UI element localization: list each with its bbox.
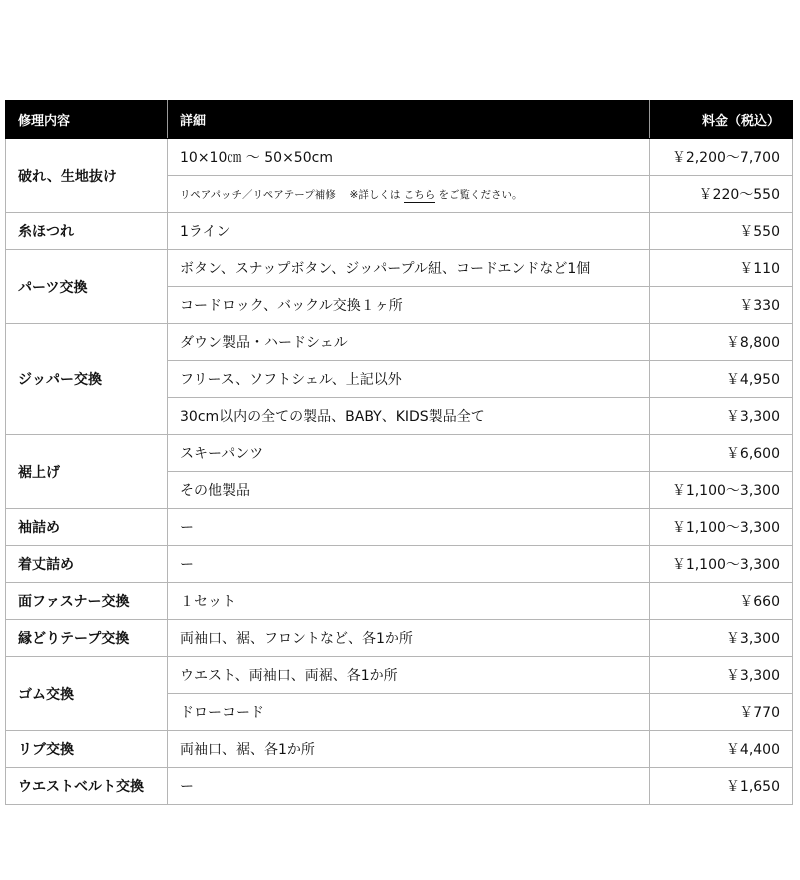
detail-cell: ー bbox=[168, 509, 650, 546]
table-row bbox=[6, 139, 793, 176]
price-cell: ￥550 bbox=[650, 213, 793, 250]
repair-price-table bbox=[5, 100, 793, 805]
category-waistbelt: ウエストベルト交換 bbox=[6, 768, 168, 805]
table-row bbox=[6, 250, 793, 287]
price-cell: ￥3,300 bbox=[650, 398, 793, 435]
price-cell: ￥4,950 bbox=[650, 361, 793, 398]
category-zipper: ジッパー交換 bbox=[6, 324, 168, 435]
category-sleeve: 袖詰め bbox=[6, 509, 168, 546]
price-cell: ￥6,600 bbox=[650, 435, 793, 472]
detail-cell: コードロック、バックル交換１ヶ所 bbox=[168, 287, 650, 324]
detail-cell: その他製品 bbox=[168, 472, 650, 509]
detail-text: をご覧ください。 bbox=[438, 188, 523, 201]
category-hem: 裾上げ bbox=[6, 435, 168, 509]
header-price: 料金（税込） bbox=[650, 101, 793, 139]
category-velcro: 面ファスナー交換 bbox=[6, 583, 168, 620]
header-row bbox=[6, 101, 793, 139]
price-cell: ￥660 bbox=[650, 583, 793, 620]
table-row bbox=[6, 546, 793, 583]
detail-cell: ー bbox=[168, 768, 650, 805]
table-body bbox=[6, 139, 793, 805]
table-row bbox=[6, 731, 793, 768]
detail-cell: ドローコード bbox=[168, 694, 650, 731]
detail-cell: ウエスト、両袖口、両裾、各1か所 bbox=[168, 657, 650, 694]
category-binding-tape: 縁どりテープ交換 bbox=[6, 620, 168, 657]
detail-cell: ダウン製品・ハードシェル bbox=[168, 324, 650, 361]
category-parts: パーツ交換 bbox=[6, 250, 168, 324]
table-row bbox=[6, 620, 793, 657]
table-row bbox=[6, 324, 793, 361]
table-row bbox=[6, 583, 793, 620]
table-row bbox=[6, 657, 793, 694]
price-cell: ￥770 bbox=[650, 694, 793, 731]
price-cell: ￥220〜550 bbox=[650, 176, 793, 213]
detail-cell: 両袖口、裾、各1か所 bbox=[168, 731, 650, 768]
price-cell: ￥3,300 bbox=[650, 620, 793, 657]
category-elastic: ゴム交換 bbox=[6, 657, 168, 731]
detail-cell: フリース、ソフトシェル、上記以外 bbox=[168, 361, 650, 398]
detail-cell: 1ライン bbox=[168, 213, 650, 250]
details-link[interactable]: こちら bbox=[403, 188, 436, 201]
price-cell: ￥110 bbox=[650, 250, 793, 287]
price-cell: ￥2,200〜7,700 bbox=[650, 139, 793, 176]
table-row bbox=[6, 213, 793, 250]
detail-text: リペアパッチ／リペアテープ補修 ※詳しくは bbox=[180, 188, 401, 201]
category-fray: 糸ほつれ bbox=[6, 213, 168, 250]
header-repair: 修理内容 bbox=[6, 101, 168, 139]
detail-cell: １セット bbox=[168, 583, 650, 620]
detail-cell bbox=[168, 176, 650, 213]
detail-cell: ー bbox=[168, 546, 650, 583]
detail-cell: スキーパンツ bbox=[168, 435, 650, 472]
detail-cell: ボタン、スナップボタン、ジッパープル紐、コードエンドなど1個 bbox=[168, 250, 650, 287]
table-header bbox=[6, 101, 793, 139]
price-cell: ￥8,800 bbox=[650, 324, 793, 361]
price-cell: ￥1,100〜3,300 bbox=[650, 546, 793, 583]
table-row bbox=[6, 509, 793, 546]
price-cell: ￥1,650 bbox=[650, 768, 793, 805]
table-row bbox=[6, 768, 793, 805]
table-row bbox=[6, 435, 793, 472]
detail-cell: 30cm以内の全ての製品、BABY、KIDS製品全て bbox=[168, 398, 650, 435]
price-cell: ￥4,400 bbox=[650, 731, 793, 768]
category-length: 着丈詰め bbox=[6, 546, 168, 583]
detail-cell: 両袖口、裾、フロントなど、各1か所 bbox=[168, 620, 650, 657]
detail-cell: 10×10㎝ 〜 50×50cm bbox=[168, 139, 650, 176]
category-tear: 破れ、生地抜け bbox=[6, 139, 168, 213]
price-cell: ￥1,100〜3,300 bbox=[650, 509, 793, 546]
price-cell: ￥330 bbox=[650, 287, 793, 324]
header-detail: 詳細 bbox=[168, 101, 650, 139]
price-cell: ￥1,100〜3,300 bbox=[650, 472, 793, 509]
price-cell: ￥3,300 bbox=[650, 657, 793, 694]
category-rib: リブ交換 bbox=[6, 731, 168, 768]
